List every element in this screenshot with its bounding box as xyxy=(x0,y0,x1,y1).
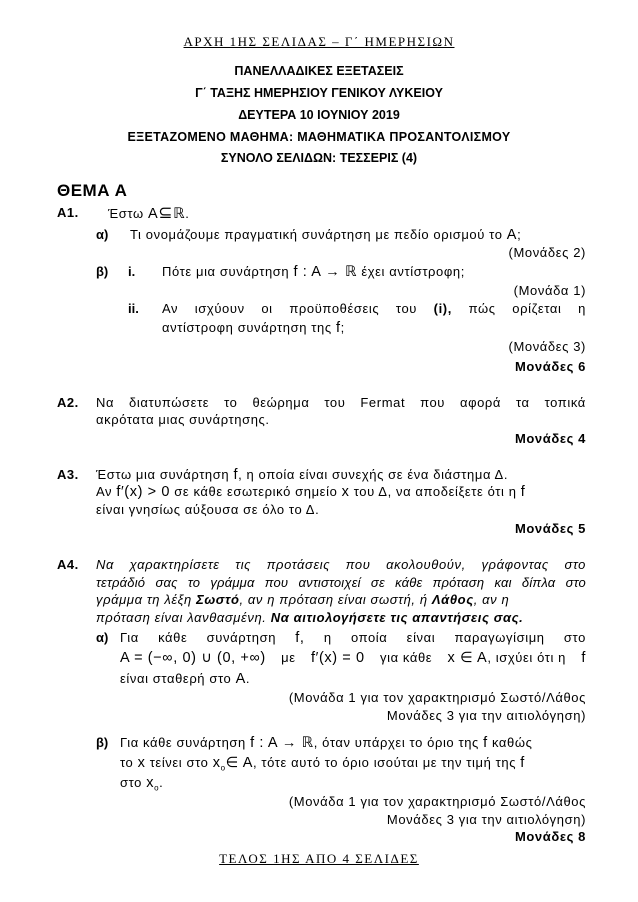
a4-beta-line2: το x τείνει στο $x_o\in$ A, τότε αυτό το όριο ισούται με την τιμή της f xyxy=(120,755,525,773)
header-line-3: ΔΕΥΤΕΡΑ 10 ΙΟΥΝΙΟΥ 2019 xyxy=(238,108,400,122)
a1-beta-label: β) xyxy=(96,264,109,279)
a1-ii-marks: (Μονάδες 3) xyxy=(508,339,586,354)
a3-line2: Αν f′(x) > 0 σε κάθε εσωτερικό σημείο x του Δ, να αποδείξετε ότι η f xyxy=(96,484,526,500)
header-line-5: ΣΥΝΟΛΟ ΣΕΛΙΔΩΝ: ΤΕΣΣΕΡΙΣ (4) xyxy=(220,151,418,165)
a4-alpha-label: α) xyxy=(96,630,109,645)
a3-total: Μονάδες 5 xyxy=(514,521,586,536)
a4-alpha-marks-2: Μονάδες 3 για την αιτιολόγηση) xyxy=(386,708,586,723)
a1-total: Μονάδες 6 xyxy=(514,359,586,374)
question-a4-number: Α4. xyxy=(57,557,79,572)
a4-line3: γράμμα τη λέξη Σωστό, αν η πρόταση είναι σωστή, ή Λάθος, αν η xyxy=(96,592,510,607)
a1-i-text: Πότε μια συνάρτηση f : A → ℝ έχει αντίστροφη; xyxy=(162,264,465,280)
question-a2-number: Α2. xyxy=(57,395,79,410)
question-a3-number: Α3. xyxy=(57,467,79,482)
a4-beta-line3: στο $x_o$. xyxy=(120,775,164,793)
a4-alpha-line2: A = (−∞, 0) ∪ (0, +∞) με f′(x) = 0 για κάθε x ∈ A, ισχύει ότι η f xyxy=(120,650,586,666)
a1-intro: Έστω A⊆ℝ. xyxy=(108,203,190,222)
a4-beta-line1: Για κάθε συνάρτηση f : A → ℝ, όταν υπάρχει το όριο της f καθώς xyxy=(120,735,533,751)
a2-line2: ακρότατα μιας συνάρτησης. xyxy=(96,412,270,427)
a4-alpha-line1: Για κάθε συνάρτηση f, η οποία είναι παραγωγίσιμη στο xyxy=(120,630,586,646)
a3-line3: είναι γνησίως αύξουσα σε όλο το Δ. xyxy=(96,502,320,517)
a4-total: Μονάδες 8 xyxy=(514,829,586,844)
a1-alpha-label: α) xyxy=(96,227,109,242)
a1-ii-line2: αντίστροφη συνάρτηση της f; xyxy=(162,320,345,336)
header-line-4: ΕΞΕΤΑΖΟΜΕΝΟ ΜΑΘΗΜΑ: ΜΑΘΗΜΑΤΙΚΑ ΠΡΟΣΑΝΤΟΛΙΣΜΟΥ xyxy=(127,130,511,144)
a4-line1: Να χαρακτηρίσετε τις προτάσεις που ακολουθούν, γράφοντας στο xyxy=(96,557,586,572)
page-footer: ΤΕΛΟΣ 1ΗΣ ΑΠΟ 4 ΣΕΛΙΔΕΣ xyxy=(219,851,419,866)
a1-alpha-text: Τι ονομάζουμε πραγματική συνάρτηση με πεδίο ορισμού το A; xyxy=(130,227,522,243)
a3-line1: Έστω μια συνάρτηση f, η οποία είναι συνεχής σε ένα διάστημα Δ. xyxy=(96,467,509,483)
a4-beta-label: β) xyxy=(96,735,109,750)
a4-alpha-line3: είναι σταθερή στο A. xyxy=(120,671,251,687)
a1-i-label: i. xyxy=(128,264,136,279)
a4-alpha-marks-1: (Μονάδα 1 για τον χαρακτηρισμό Σωστό/Λάθος xyxy=(288,690,586,705)
page-header-top: ΑΡΧΗ 1ΗΣ ΣΕΛΙΔΑΣ – Γ΄ ΗΜΕΡΗΣΙΩΝ xyxy=(183,34,455,49)
a2-line1: Να διατυπώσετε το θεώρημα του Fermat που αφορά τα τοπικά xyxy=(96,395,586,410)
question-a1-number: Α1. xyxy=(57,205,79,220)
a4-beta-marks-1: (Μονάδα 1 για τον χαρακτηρισμό Σωστό/Λάθος xyxy=(288,794,586,809)
header-line-2: Γ΄ ΤΑΞΗΣ ΗΜΕΡΗΣΙΟΥ ΓΕΝΙΚΟΥ ΛΥΚΕΙΟΥ xyxy=(195,86,443,100)
a4-beta-marks-2: Μονάδες 3 για την αιτιολόγηση) xyxy=(386,812,586,827)
a2-total: Μονάδες 4 xyxy=(514,431,586,446)
header-line-1: ΠΑΝΕΛΛΑΔΙΚΕΣ ΕΞΕΤΑΣΕΙΣ xyxy=(234,64,404,78)
a4-line2: τετράδιό σας το γράμμα που αντιστοιχεί σε κάθε πρόταση και δίπλα στο xyxy=(96,575,586,590)
a1-ii-line1: Αν ισχύουν οι προϋποθέσεις του (i), πώς ορίζεται η xyxy=(162,301,586,316)
a1-ii-label: ii. xyxy=(128,301,139,316)
a4-line4: πρόταση είναι λανθασμένη. Να αιτιολογήσετε τις απαντήσεις σας. xyxy=(96,610,524,625)
a1-alpha-marks: (Μονάδες 2) xyxy=(508,245,586,260)
a1-i-marks: (Μονάδα 1) xyxy=(513,283,586,298)
theme-title: ΘΕΜΑ Α xyxy=(57,181,128,200)
